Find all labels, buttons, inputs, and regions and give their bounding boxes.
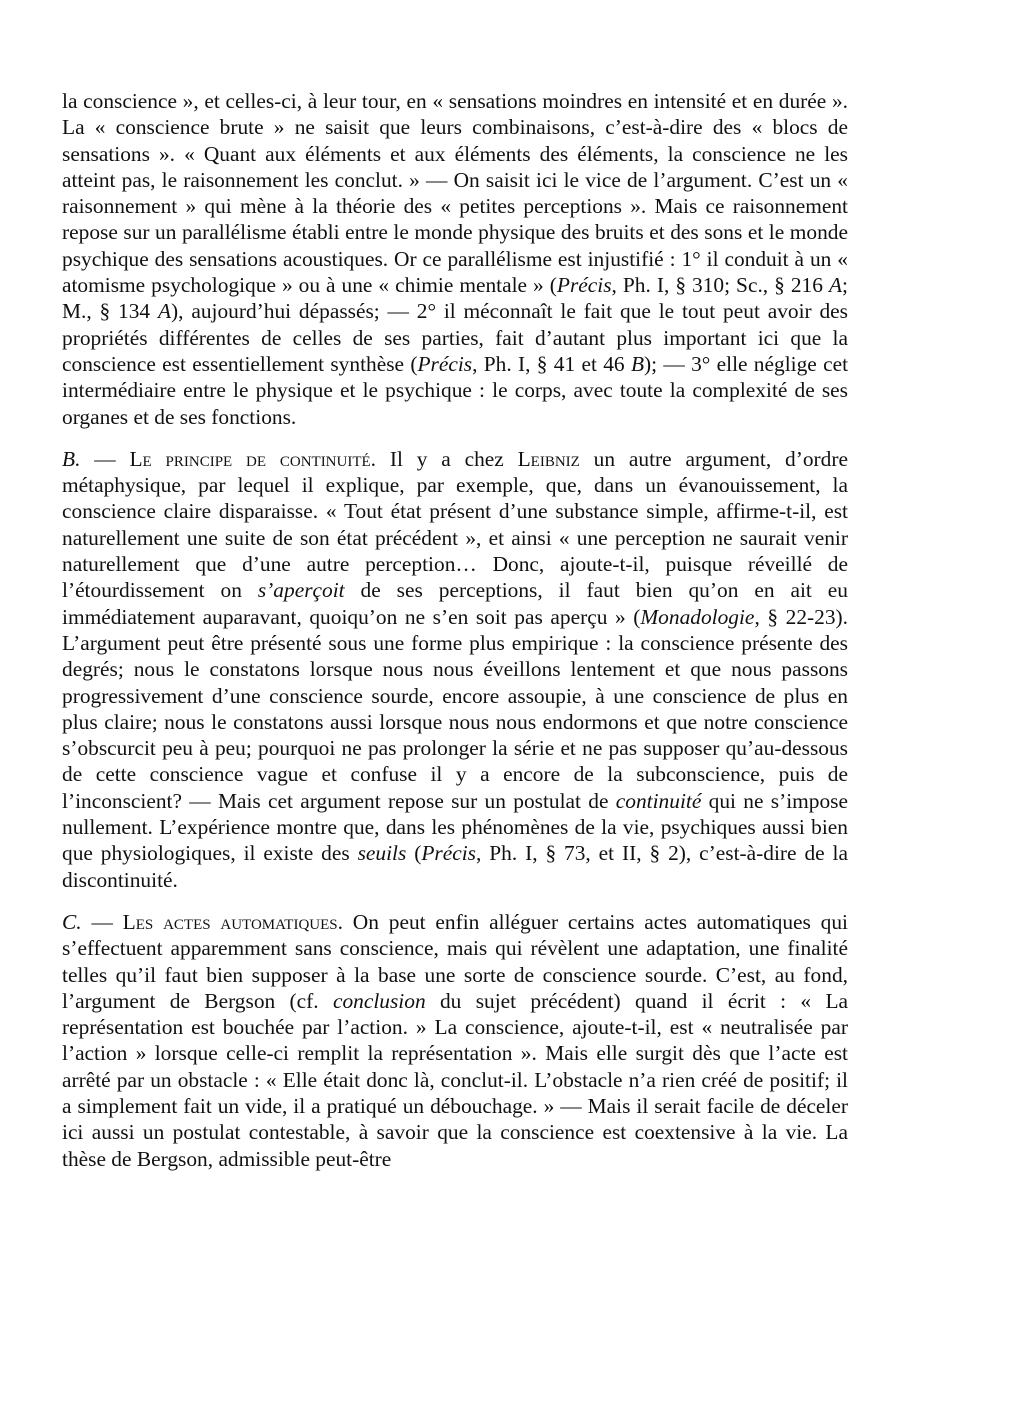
text-segment: — — [81, 909, 123, 934]
small-caps-text: Le principe de continuité — [129, 446, 371, 471]
italic-text: C. — [62, 909, 82, 934]
italic-text: seuils — [357, 841, 407, 866]
paragraph-b-principe-de-continuite — [62, 446, 848, 893]
paragraph-continuation — [62, 88, 848, 430]
small-caps-text: Les actes automatiques — [122, 909, 338, 934]
text-segment: ); — 3° elle néglige cet intermédiaire entre le physique et le psychique : le corps, avec toute la complexité de ses organes et de ses fonctions. — [62, 351, 849, 429]
text-segment: la conscience », et celles-ci, à leur tour, en « sensations moindres en intensité et en durée ». La « conscience brute » ne saisit que leurs combinaisons, c’est-à-dire des « blocs de sensations ». « Quant aux éléments et aux éléments des éléments, la conscience ne les atteint pas, le raisonnement les conclut. » — On saisit ici le vice de l’argument. C’est un « raisonnement » qui mène à la théorie des « petites perceptions ». Mais ce raisonnement repose sur un parallélisme établi entre le monde physique des bruits et des sons et le monde psychique des sensations acoustiques. Or ce parallélisme est injustifié : 1° il conduit à un « atomisme psychologique » ou à une « chimie mentale » ( — [62, 89, 848, 298]
italic-text: A — [157, 299, 172, 324]
italic-text: Monadologie — [640, 604, 755, 629]
italic-text: continuité — [615, 788, 702, 813]
italic-text: Précis — [421, 841, 476, 866]
text-segment: — — [80, 446, 130, 471]
text-segment: . Il y a chez — [370, 446, 518, 471]
text-segment: de ses perceptions, il faut bien qu’on en ait eu immédiatement auparavant, quoiqu’on ne s’en soit pas aperçu » ( — [62, 578, 848, 629]
text-segment: , § 22-23). L’argument peut être présenté sous une forme plus empirique : la conscience présente des degrés; nous le constatons lorsque nous nous éveillons lentement et que nous passons progressivement d’une conscience sourde, encore assoupie, à une conscience de plus en plus claire; nous le constatons aussi lorsque nous nous endormons et que notre conscience s’obscurcit peu à peu; pourquoi ne pas prolonger la série et ne pas supposer qu’au-dessous de cette conscience vague et confuse il y a encore de la subconscience, puis de l’inconscient? — Mais cet argument repose sur un postulat de — [62, 604, 848, 813]
italic-text: Précis — [417, 351, 473, 376]
italic-text: s’aperçoit — [257, 578, 345, 603]
text-segment: un autre argument, d’ordre métaphysique, par lequel il explique, par exemple, que, dans un évanouissement, la conscience claire disparaisse. « Tout état présent d’une substance simple, affirme-t-il, est naturellement une suite de son état précédent », et ainsi « une perception ne saurait venir naturellement que d’une autre perception… Donc, ajoute-t-il, puisque réveillé de l’étourdissement on — [62, 446, 848, 603]
text-segment: . On peut enfin alléguer certains actes automatiques qui s’effectuent apparemment sans conscience, mais qui révèlent une adaptation, une finalité telles qu’il faut bien supposer à la base une sorte de conscience sourde. C’est, au fond, l’argument de Bergson (cf. — [62, 909, 849, 1013]
italic-text: Précis — [556, 273, 612, 298]
text-segment: ; M., § 134 — [62, 273, 848, 324]
text-segment: , Ph. I, § 41 et 46 — [472, 351, 631, 376]
paragraph-c-actes-automatiques — [62, 909, 848, 1172]
italic-text: B. — [62, 446, 81, 471]
text-segment: , Ph. I, § 73, et II, § 2), c’est-à-dire de la discontinuité. — [62, 841, 848, 892]
text-segment: ), aujourd’hui dépassés; — 2° il méconnaît le fait que le tout peut avoir des propriétés différentes de celles de ses parties, fait d’autant plus important ici que la conscience est essentiellement synthèse ( — [62, 299, 848, 376]
italic-text: B — [630, 351, 645, 376]
text-segment: qui ne s’impose nullement. L’expérience montre que, dans les phénomènes de la vie, psychiques aussi bien que physiologiques, il existe des — [62, 788, 848, 866]
text-segment: du sujet précédent) quand il écrit : « La représentation est bouchée par l’action. » La conscience, ajoute-t-il, est « neutralisée par l’action » lorsque celle-ci remplit la représentation ». Mais elle surgit dès que l’acte est arrêté par un obstacle : « Elle était donc là, conclut-il. L’obstacle n’a rien créé de positif; il a simplement fait un vide, il a pratiqué un débouchage. » — Mais il serait facile de déceler ici aussi un postulat contestable, à savoir que la conscience est coextensive à la vie. La thèse de Bergson, admissible peut-être — [62, 988, 849, 1171]
italic-text: A — [828, 273, 843, 298]
text-segment: ( — [406, 841, 422, 866]
page-text-column — [62, 88, 848, 1172]
italic-text: conclusion — [332, 988, 426, 1013]
small-caps-text: Leibniz — [517, 446, 580, 471]
text-segment: , Ph. I, § 310; Sc., § 216 — [611, 273, 829, 298]
